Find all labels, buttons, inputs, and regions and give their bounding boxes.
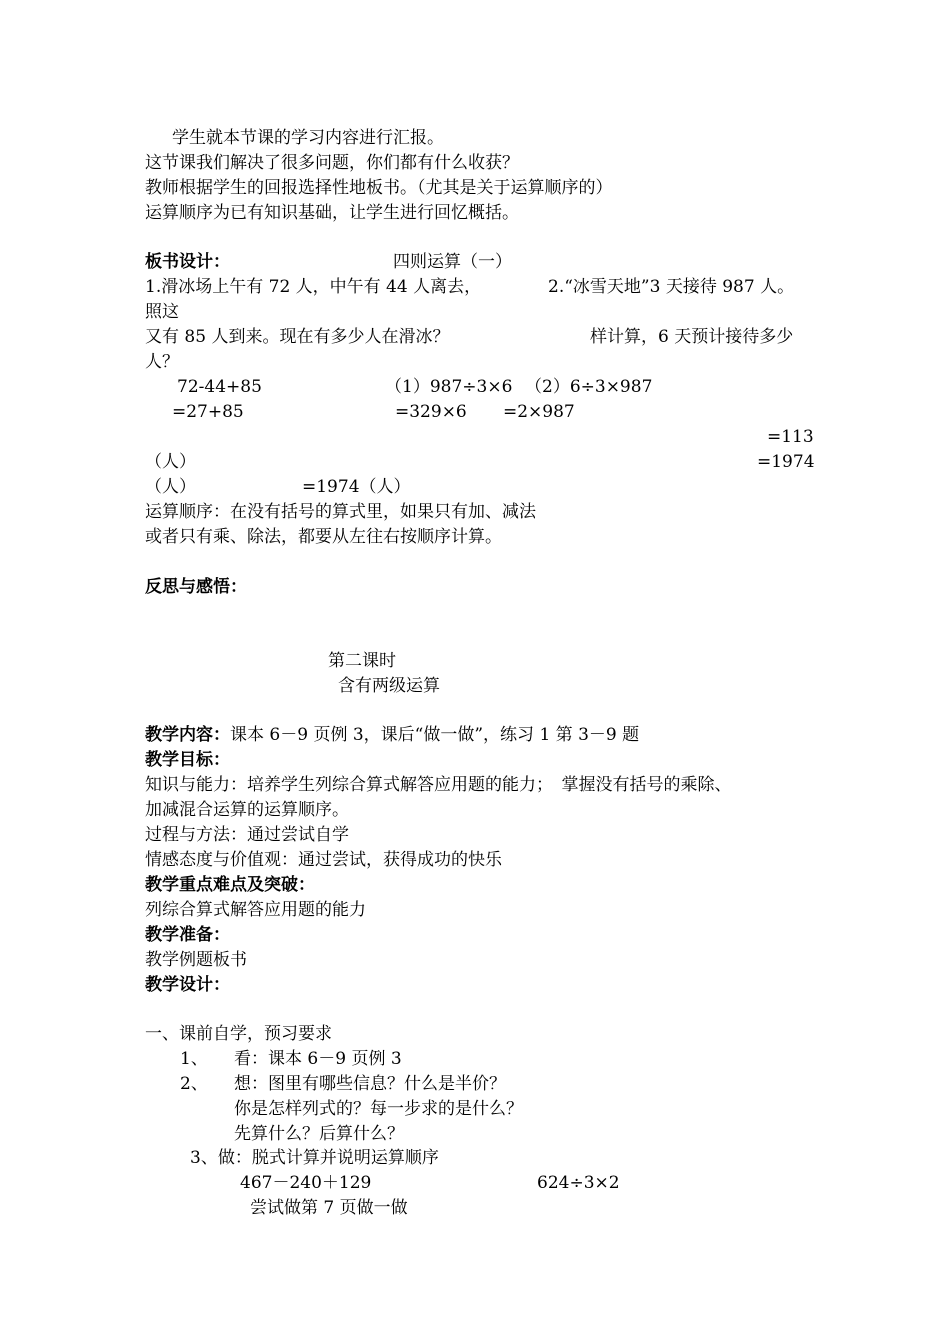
unit-2: （人） [145, 477, 196, 497]
unit-1: （人） [145, 452, 196, 472]
design-label: 教学设计： [145, 975, 230, 995]
order-rule-line-2: 或者只有乘、除法，都要从左往右按顺序计算。 [145, 527, 502, 547]
teaching-goal-label: 教学目标： [145, 750, 230, 770]
teaching-content [145, 723, 639, 747]
goal-knowledge: 知识与能力：培养学生列综合算式解答应用题的能力； 掌握没有括号的乘除、 [145, 775, 732, 795]
teaching-content-text: 课本 6－9 页例 3，课后“做一做”，练习 1 第 3－9 题 [230, 725, 640, 745]
goal-process: 过程与方法：通过尝试自学 [145, 825, 349, 845]
board-title: 四则运算（一） [393, 252, 512, 272]
summary-line-3: 教师根据学生的回报选择性地板书。（尤其是关于运算顺序的） [145, 178, 613, 198]
step-2a: =329×6 [395, 402, 467, 422]
step-2-question-2: 你是怎样列式的？每一步求的是什么？ [234, 1099, 523, 1119]
step-1-num: 1、 [180, 1049, 208, 1069]
problem-2-line-2: 照这 [145, 302, 179, 322]
summary-line-2: 这节课我们解决了很多问题，你们都有什么收获？ [145, 153, 519, 173]
order-rule-line-1: 运算顺序：在没有括号的算式里，如果只有加、减法 [145, 502, 536, 522]
board-design-label: 板书设计： [145, 252, 230, 272]
teaching-content-label: 教学内容： [145, 725, 230, 745]
result-1: =113 [767, 427, 814, 447]
exercise-1: 467－240＋129 [240, 1173, 372, 1193]
step-2-question-3: 先算什么？后算什么？ [234, 1124, 404, 1144]
try-exercise: 尝试做第 7 页做一做 [250, 1198, 408, 1218]
preparation-label: 教学准备： [145, 925, 230, 945]
goal-knowledge-cont: 加减混合运算的运算顺序。 [145, 800, 349, 820]
preparation-text: 教学例题板书 [145, 950, 247, 970]
step-1: =27+85 [172, 402, 244, 422]
step-2-num: 2、 [180, 1074, 208, 1094]
section-1-title: 一、课前自学，预习要求 [145, 1024, 332, 1044]
step-3-text: 3、做：脱式计算并说明运算顺序 [190, 1148, 439, 1168]
exercise-2: 624÷3×2 [537, 1173, 620, 1193]
problem-2-line-1: 2.“冰雪天地”3 天接待 987 人。 [548, 277, 795, 297]
problem-2-line-4: 人？ [145, 352, 179, 372]
key-points-text: 列综合算式解答应用题的能力 [145, 900, 366, 920]
summary-line-1: 学生就本节课的学习内容进行汇报。 [172, 128, 444, 148]
summary-line-4: 运算顺序为已有知识基础，让学生进行回忆概括。 [145, 203, 519, 223]
step-2b: =2×987 [503, 402, 575, 422]
goal-attitude: 情感态度与价值观：通过尝试，获得成功的快乐 [145, 850, 502, 870]
step-2-text: 想：图里有哪些信息？什么是半价？ [234, 1074, 506, 1094]
lesson-2-heading: 第二课时 [328, 651, 396, 671]
problem-1-line-2: 又有 85 人到来。现在有多少人在滑冰？ [145, 327, 450, 347]
problem-2-line-3: 样计算，6 天预计接待多少 [590, 327, 794, 347]
calc-2a: （1）987÷3×6 [385, 377, 513, 397]
lesson-2-subheading: 含有两级运算 [338, 676, 440, 696]
result-2b: =1974 [757, 452, 815, 472]
calc-2b: （2）6÷3×987 [525, 377, 653, 397]
calc-1: 72-44+85 [177, 377, 262, 397]
key-points-label: 教学重点难点及突破： [145, 875, 315, 895]
step-1-text: 看：课本 6－9 页例 3 [234, 1049, 402, 1069]
result-2a: =1974（人） [302, 477, 411, 497]
reflection-label: 反思与感悟： [145, 577, 247, 597]
problem-1-line-1: 1.滑冰场上午有 72 人，中午有 44 人离去， [145, 277, 482, 297]
